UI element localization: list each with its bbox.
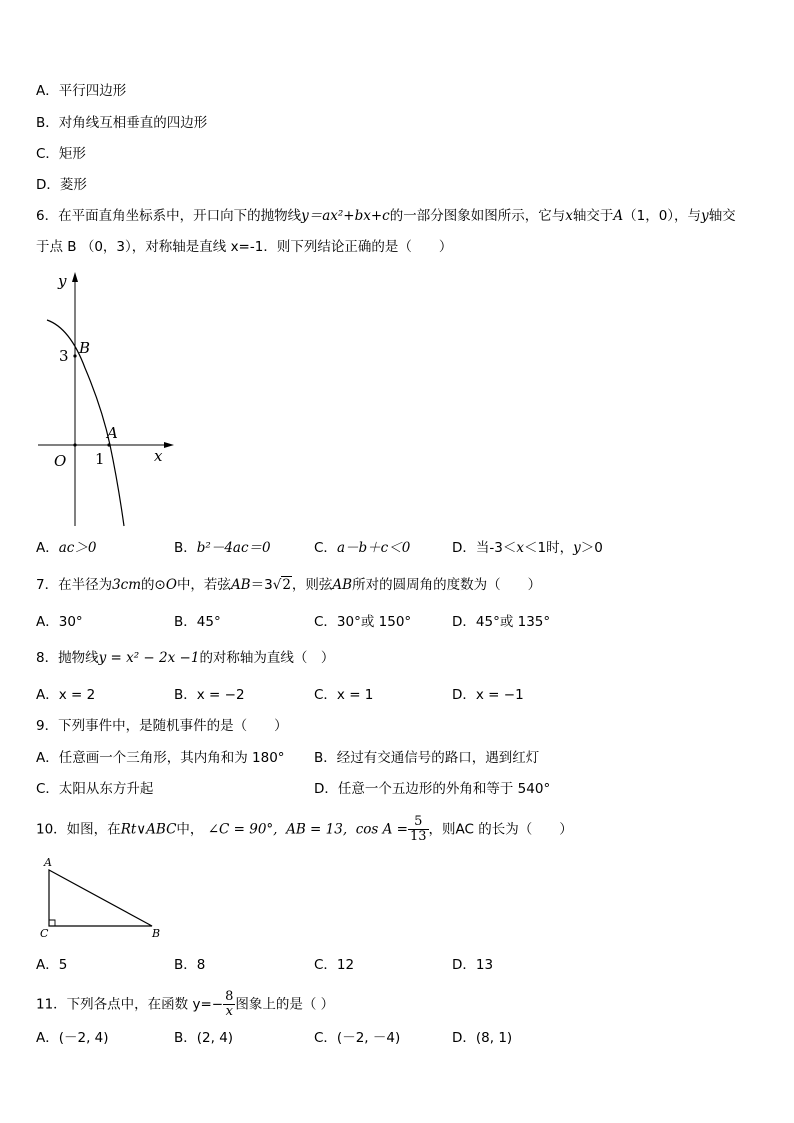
q6-text: 轴交于 [572, 208, 614, 224]
q6-stem-line1 [36, 206, 736, 226]
q11-option-a: A．(－2, 4) [36, 1030, 109, 1046]
q8-option-a: A．x = 2 [36, 687, 96, 703]
q6-y-arrow [72, 272, 78, 282]
q8-equation: y = x² − 2x −1 [98, 650, 200, 666]
q10-triangle [36, 852, 168, 942]
q11-fraction: $\frac{8}{x}$ [225, 989, 234, 1019]
q6-point-b-dot [73, 354, 76, 357]
q7-option-a: A．30° [36, 614, 83, 630]
q6-option-d: D．当-3＜x＜1时，y＞0 [452, 540, 603, 556]
q7-option-b: B．45° [174, 614, 221, 630]
q6-var-y: y [701, 208, 709, 224]
q10-label-a: A [44, 856, 52, 869]
q6-graph [30, 268, 190, 530]
q6-option-a: A．ac＞0 [36, 540, 97, 556]
q10-right-angle-mark [49, 920, 55, 926]
q6-stem-line2: 于点 B （0，3），对称轴是直线 x=-1．则下列结论正确的是（ ） [36, 239, 453, 255]
q6-text: （1，0），与 [623, 208, 702, 224]
q10-label-c: C [40, 927, 49, 940]
q11-stem: 11．下列各点中，在函数 y=− $\frac{8}{x}$ 图象上的是（ ） [36, 989, 335, 1019]
q11-option-c: C．(－2, －4) [314, 1030, 401, 1046]
q6-y-label: y [58, 272, 67, 290]
q9-option-a: A．任意画一个三角形，其内角和为 180° [36, 750, 285, 766]
q5-option-c: C．矩形 [36, 146, 86, 162]
q8-option-c: C．x = 1 [314, 687, 374, 703]
q6-b-label: B [79, 339, 91, 357]
q6-text: 的一部分图象如图所示，它与 [389, 208, 566, 224]
q7-option-d: D．45°或 135° [452, 614, 551, 630]
q9-option-c: C．太阳从东方升起 [36, 781, 154, 797]
q8-option-b: B．x = −2 [174, 687, 245, 703]
q6-tick-1: 1 [95, 450, 105, 468]
q9-option-b: B．经过有交通信号的路口，遇到红灯 [314, 750, 540, 766]
q6-equation: y＝ax²+bx+c [301, 208, 390, 224]
q6-option-c: C．a－b＋c＜0 [314, 540, 411, 556]
q8-option-d: D．x = −1 [452, 687, 524, 703]
q6-x-arrow [164, 442, 174, 448]
q8-stem: 8．抛物线y = x² − 2x −1的对称轴为直线（ ） [36, 650, 335, 666]
q6-option-b: B．b²－4ac＝0 [174, 540, 271, 556]
q6-var-x: x [565, 208, 573, 224]
q5-option-b: B．对角线互相垂直的四边形 [36, 115, 208, 131]
q9-option-d: D．任意一个五边形的外角和等于 540° [314, 781, 551, 797]
q6-point-a-dot [107, 443, 110, 446]
q10-stem: 10．如图，在Rt∨ABC中， ∠C = 90°, AB = 13, cos A = $\frac{5}{13}$ ，则AC 的长为（ ） [36, 814, 573, 844]
q10-option-a: A．5 [36, 957, 68, 973]
q7-stem: 7．在半径为3cm的⊙O中，若弦AB＝3√2，则弦AB所对的圆周角的度数为（ ） [36, 577, 542, 593]
q7-option-c: C．30°或 150° [314, 614, 412, 630]
q10-label-b: B [152, 927, 161, 940]
q6-origin-dot [73, 443, 76, 446]
q6-point-a: A [613, 208, 624, 224]
q10-option-c: C．12 [314, 957, 355, 973]
q11-option-b: B．(2, 4) [174, 1030, 234, 1046]
q6-tick-3: 3 [59, 347, 69, 365]
q6-x-label: x [154, 447, 163, 465]
q10-option-d: D．13 [452, 957, 494, 973]
q10-option-b: B．8 [174, 957, 206, 973]
q6-origin-label: O [54, 452, 67, 470]
q6-a-label: A [107, 424, 118, 442]
q11-option-d: D．(8, 1) [452, 1030, 513, 1046]
q10-triangle-shape [49, 870, 152, 926]
q6-text: 轴交 [708, 208, 736, 224]
q9-stem: 9．下列事件中，是随机事件的是（ ） [36, 718, 288, 734]
q5-option-a: A．平行四边形 [36, 83, 127, 99]
q6-text: 6．在平面直角坐标系中，开口向下的抛物线 [36, 208, 302, 224]
q7-sqrt: √2 [272, 577, 291, 593]
q10-fraction: $\frac{5}{13}$ [409, 814, 427, 844]
q5-option-d: D．菱形 [36, 177, 87, 193]
